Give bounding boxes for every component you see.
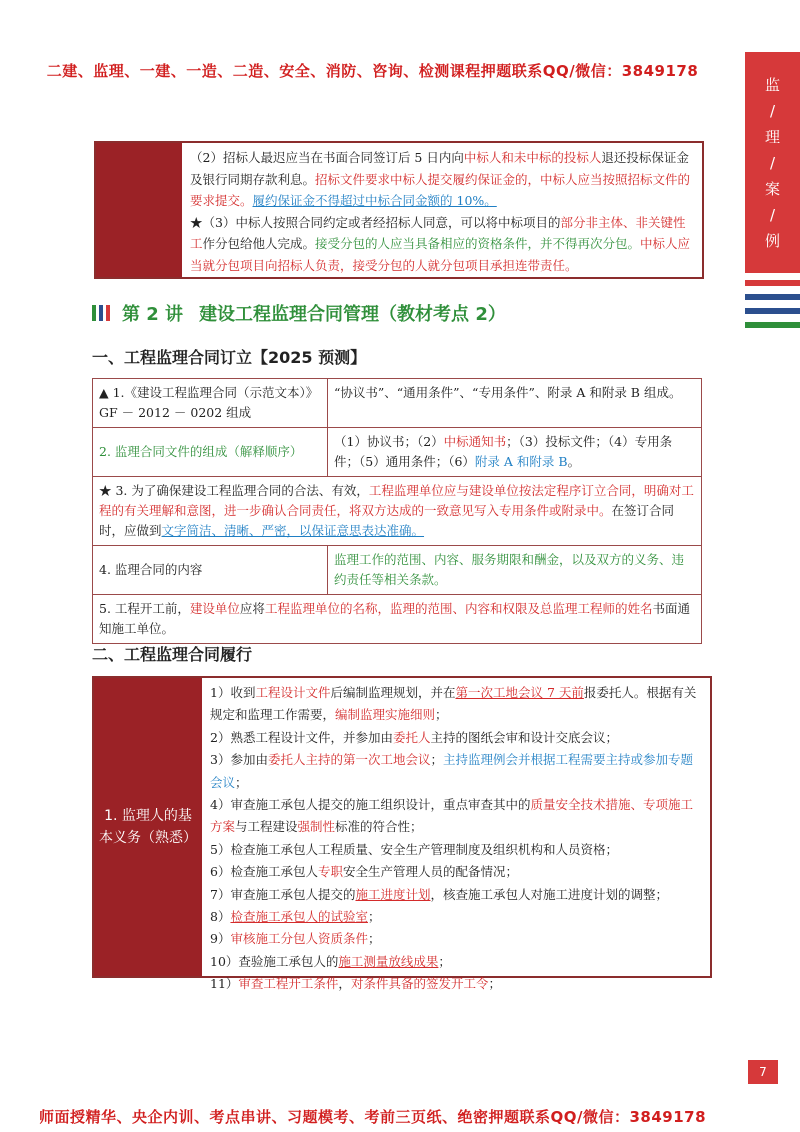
side-tab-char: / xyxy=(769,153,776,172)
table-cell: 2. 监理合同文件的组成（解释顺序） xyxy=(93,428,328,477)
table-row xyxy=(93,428,702,477)
lecture-heading xyxy=(92,300,506,326)
bars-icon xyxy=(92,305,110,321)
tender-box-content xyxy=(182,143,702,277)
tender-box-label xyxy=(96,143,182,277)
list-item: 3）参加由委托人主持的第一次工地会议；主持监理例会并根据工程需要主持或参加专题会议； xyxy=(210,752,693,790)
lecture-title: 建设工程监理合同管理（教材考点 2） xyxy=(199,304,506,325)
header-banner: 二建、监理、一建、一造、二造、安全、消防、咨询、检测课程押题联系QQ/微信：3849178 xyxy=(46,62,699,80)
list-item: 1）收到工程设计文件后编制监理规划，并在第一次工地会议 7 天前报委托人。根据有关规定和监理工作需要，编制监理实施细则； xyxy=(210,685,697,723)
table-row xyxy=(93,546,702,595)
tender-paragraph-2: （2）招标人最迟应当在书面合同签订后 5 日内向中标人和未中标的投标人退还投标保证金及银行同期存款利息。招标文件要求中标人提交履约保证金的，中标人应当按照招标文件的要求提交。履约保证金不得超过中标合同金额的 10%。 xyxy=(190,150,691,208)
list-item: 7）审查施工承包人提交的施工进度计划，核查施工承包人对施工进度计划的调整； xyxy=(210,886,668,902)
list-item: 9）审核施工分包人资质条件； xyxy=(210,931,381,947)
table-cell: 监理工作的范围、内容、服务期限和酬金，以及双方的义务、违约责任等相关条款。 xyxy=(328,546,702,595)
side-tab-char: 案 xyxy=(764,179,780,198)
side-stripe-blue xyxy=(745,308,800,314)
lecture-number: 第 2 讲 xyxy=(122,304,184,325)
table-row xyxy=(93,379,702,428)
list-item: 6）检查施工承包人专职安全生产管理人员的配备情况； xyxy=(210,864,518,880)
side-tab-char: 监 xyxy=(764,75,780,94)
list-item: 5）检查施工承包人工程质量、安全生产管理制度及组织机构和人员资格； xyxy=(210,841,618,857)
table-cell: “协议书”、“通用条件”、“专用条件”、附录 A 和附录 B 组成。 xyxy=(328,379,702,428)
table-cell: ▲ 1.《建设工程监理合同（示范文本）》GF － 2012 － 0202 组成 xyxy=(93,379,328,428)
side-tab xyxy=(745,52,800,273)
table-row xyxy=(93,477,702,546)
side-tab-char: 理 xyxy=(764,127,780,146)
table-cell: ★ 3. 为了确保建设工程监理合同的合法、有效，工程监理单位应与建设单位按法定程序订立合同，明确对工程的有关理解和意图，进一步确认合同责任，将双方达成的一致意见写入专用条件或附录中。在签订合同时，应做到文字简洁、清晰、严密，以保证意思表达准确。 xyxy=(93,477,702,546)
list-item: 2）熟悉工程设计文件，并参加由委托人主持的图纸会审和设计交底会议； xyxy=(210,729,618,745)
section-heading-2: 二、工程监理合同履行 xyxy=(92,645,253,664)
table-cell: 4. 监理合同的内容 xyxy=(93,546,328,595)
side-stripe-blue xyxy=(745,294,800,300)
contract-table xyxy=(92,378,702,644)
table-row xyxy=(93,595,702,644)
tender-paragraph-3: ★（3）中标人按照合同约定或者经招标人同意，可以将中标项目的部分非主体、非关键性工作分包给他人完成。接受分包的人应当具备相应的资格条件，并不得再次分包。中标人应当就分包项目向招标人负责，接受分包的人就分包项目承担连带责任。 xyxy=(190,214,691,273)
duties-box-label: 1. 监理人的基本义务（熟悉） xyxy=(94,678,202,976)
side-stripe-red xyxy=(745,280,800,286)
list-item: 11）审查工程开工条件，对条件具备的签发开工令； xyxy=(210,976,501,992)
table-cell: 5. 工程开工前，建设单位应将工程监理单位的名称，监理的范围、内容和权限及总监理工程师的姓名书面通知施工单位。 xyxy=(93,595,702,644)
list-item: 4）审查施工承包人提交的施工组织设计，重点审查其中的质量安全技术措施、专项施工方案与工程建设强制性标准的符合性； xyxy=(210,797,693,835)
tender-box xyxy=(94,141,704,279)
list-item: 8）检查施工承包人的试验室； xyxy=(210,909,381,925)
footer-banner: 师面授精华、央企内训、考点串讲、习题模考、考前三页纸、绝密押题联系QQ/微信：3849178 xyxy=(38,1108,707,1126)
duties-box xyxy=(92,676,712,992)
page-number: 7 xyxy=(748,1060,778,1084)
side-stripe-green xyxy=(745,322,800,328)
side-tab-char: 例 xyxy=(764,231,780,250)
section-heading-1: 一、工程监理合同订立【2025 预测】 xyxy=(92,348,367,367)
side-tab-char: / xyxy=(769,205,776,224)
table-cell: （1）协议书；（2）中标通知书；（3）投标文件；（4）专用条件；（5）通用条件；（6）附录 A 和附录 B。 xyxy=(328,428,702,477)
side-tab-char: / xyxy=(769,101,776,120)
duties-list xyxy=(202,678,710,992)
list-item: 10）查验施工承包人的施工测量放线成果； xyxy=(210,953,451,969)
